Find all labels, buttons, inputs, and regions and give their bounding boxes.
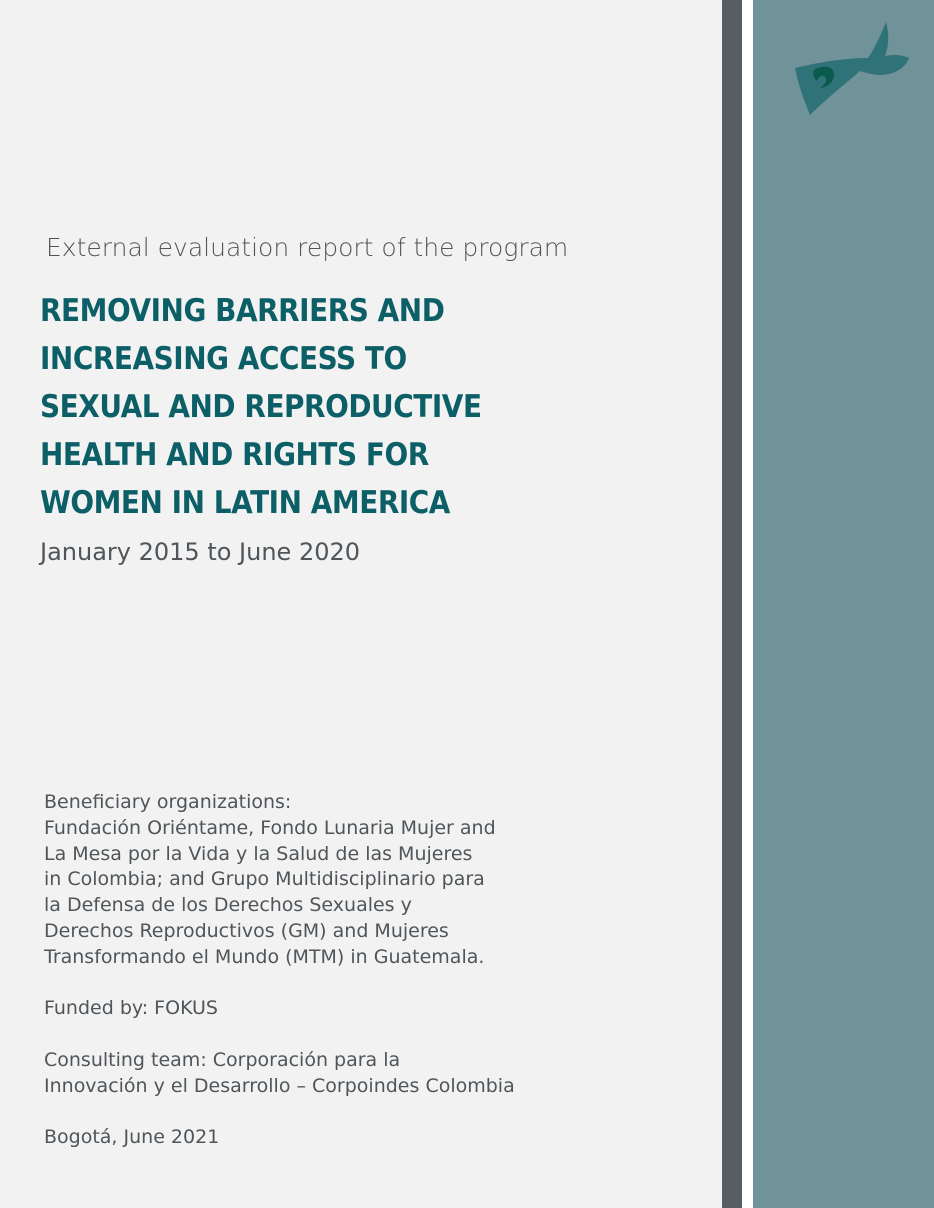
beneficiaries-heading: Beneficiary organizations: [44,791,292,813]
title-line: WOMEN IN LATIN AMERICA [40,485,450,521]
spacer [44,971,515,997]
title-line: HEALTH AND RIGHTS FOR [40,437,429,473]
consulting-line: Consulting team: Corporación para la [44,1048,401,1071]
bird-scarf-logo-icon [790,18,912,118]
teal-side-panel [753,0,934,1208]
beneficiaries-line: Derechos Reproductivos (GM) and Mujeres [44,919,449,942]
report-title [40,287,544,527]
report-period: January 2015 to June 2020 [40,538,361,566]
beneficiaries-line: Transformando el Mundo (MTM) in Guatemala. [44,945,485,968]
funded-by: Funded by: FOKUS [44,997,218,1020]
spacer [44,1100,515,1126]
beneficiaries-line: La Mesa por la Vida y la Salud de las Mujeres [44,842,473,865]
beneficiaries-line: la Defensa de los Derechos Sexuales y [44,894,412,917]
white-vertical-stripe [742,0,753,1208]
beneficiaries-line: in Colombia; and Grupo Multidisciplinario para [44,868,485,891]
consulting-line: Innovación y el Desarrollo – Corpoindes Colombia [44,1074,515,1097]
title-line: INCREASING ACCESS TO [40,341,407,377]
dark-vertical-bar [722,0,742,1208]
spacer [44,1022,515,1048]
title-line: SEXUAL AND REPRODUCTIVE [40,389,482,425]
place-date: Bogotá, June 2021 [44,1126,220,1149]
report-details [44,790,515,1151]
beneficiaries-line: Fundación Oriéntame, Fondo Lunaria Mujer and [44,816,496,839]
title-line: REMOVING BARRIERS AND [40,293,445,329]
report-subtitle: External evaluation report of the program [46,233,569,262]
